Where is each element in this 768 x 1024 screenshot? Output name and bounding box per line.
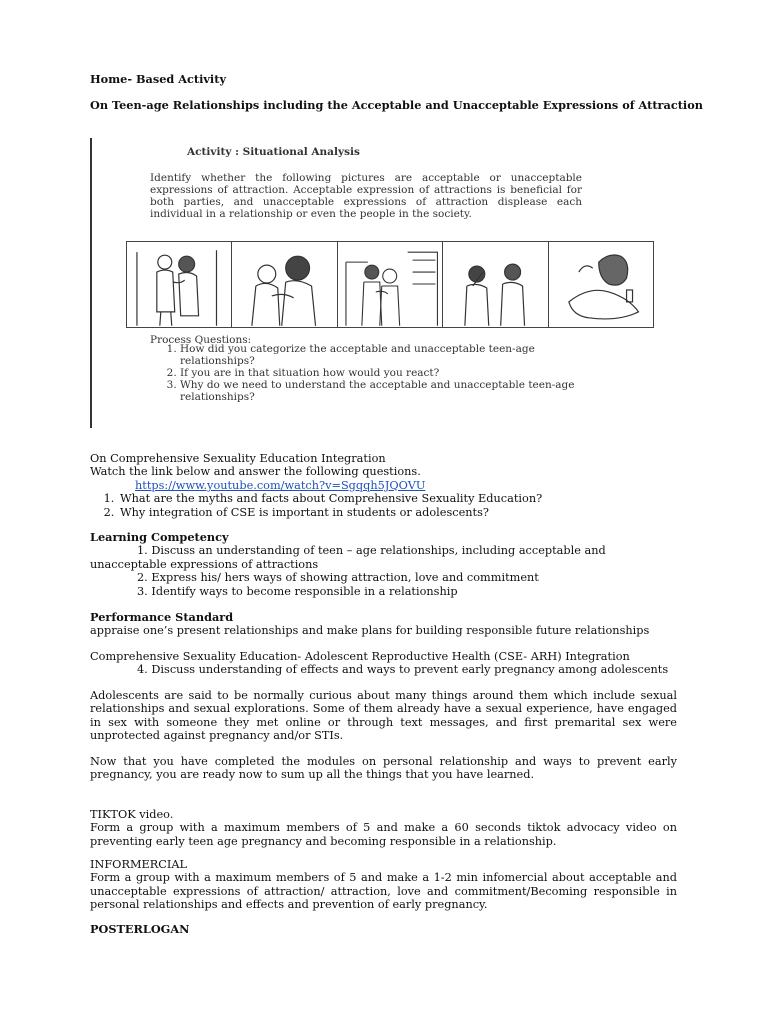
process-question: 1. How did you categorize the acceptable and unacceptable teen-age relationships? bbox=[180, 343, 590, 367]
document-subtitle: On Teen-age Relationships including the Acceptable and Unacceptable Expressions of Attraction bbox=[90, 98, 703, 112]
infomercial-text: Form a group with a maximum members of 5 and make a 1-2 min infomercial about acceptable and unacceptable expressions of attraction/ attraction, love and commitment/Becoming responsible in personal relationships and effects and prevention of early pregnancy. bbox=[90, 871, 677, 912]
tiktok-text: Form a group with a maximum members of 5 and make a 60 seconds tiktok advocacy video on preventing early teen age pregnancy and becoming responsible in a relationship. bbox=[90, 821, 677, 848]
arh-section bbox=[90, 650, 690, 677]
cse-question: 1. What are the myths and facts about Comprehensive Sexuality Education? bbox=[118, 492, 680, 505]
cse-heading: On Comprehensive Sexuality Education Integration bbox=[90, 452, 386, 465]
process-question: 2. If you are in that situation how would you react? bbox=[180, 367, 590, 379]
paragraph-adolescents: Adolescents are said to be normally curious about many things around them which include sexual relationships and sexual explorations. Some of them already have a sexual experience, have engaged in sex with someone they met online or through text messages, and first premarital sex were unprotected against pregnancy and/or STIs. bbox=[90, 689, 677, 743]
infomercial-section bbox=[90, 858, 677, 912]
cse-section bbox=[90, 452, 680, 519]
performance-heading: Performance Standard bbox=[90, 610, 234, 624]
infomercial-heading: INFORMERCIAL bbox=[90, 858, 188, 871]
activity-instructions: Identify whether the following pictures are acceptable or unacceptable expressions of attraction. Acceptable expression of attractions is beneficial for both parties, and unacceptable expressions of attraction displease each individual in a relationship or even the people in the society. bbox=[150, 172, 582, 220]
picture-strip bbox=[126, 241, 654, 328]
paragraph-summary: Now that you have completed the modules on personal relationship and ways to prevent early pregnancy, you are ready now to sum up all the things that you have learned. bbox=[90, 755, 677, 782]
process-questions-list bbox=[160, 343, 590, 403]
learning-item: 3. Identify ways to become responsible in a relationship bbox=[137, 584, 458, 598]
document-title: Home- Based Activity bbox=[90, 72, 227, 86]
tiktok-heading: TIKTOK video. bbox=[90, 808, 174, 821]
cse-question: 2. Why integration of CSE is important in students or adolescents? bbox=[118, 506, 680, 519]
arh-heading: Comprehensive Sexuality Education- Adolescent Reproductive Health (CSE- ARH) Integration bbox=[90, 650, 630, 663]
learning-item: 1. Discuss an understanding of teen – age relationships, including acceptable and bbox=[137, 544, 606, 558]
learning-item: 2. Express his/ hers ways of showing attraction, love and commitment bbox=[137, 571, 539, 585]
learning-section bbox=[90, 531, 680, 598]
performance-section bbox=[90, 611, 690, 638]
picture-girl-phone bbox=[549, 242, 653, 327]
activity-image bbox=[90, 138, 668, 428]
process-questions-title: Process Questions: bbox=[150, 334, 252, 346]
tiktok-section bbox=[90, 808, 677, 848]
picture-couple-outdoor bbox=[338, 242, 443, 327]
activity-title: Activity : Situational Analysis bbox=[187, 146, 360, 158]
picture-couple-close bbox=[232, 242, 337, 327]
cse-instruction: Watch the link below and answer the following questions. bbox=[90, 465, 421, 479]
youtube-link[interactable]: https://www.youtube.com/watch?v=Sgqqh5JQOVU bbox=[135, 478, 426, 492]
performance-text: appraise one’s present relationships and make plans for building responsible future relationships bbox=[90, 624, 650, 638]
learning-heading: Learning Competency bbox=[90, 530, 229, 544]
poster-heading: POSTERLOGAN bbox=[90, 922, 190, 936]
process-question: 3. Why do we need to understand the acceptable and unacceptable teen-age relationships? bbox=[180, 379, 590, 403]
cse-questions bbox=[90, 492, 680, 519]
picture-couple-standing bbox=[127, 242, 232, 327]
arh-item: 4. Discuss understanding of effects and ways to prevent early pregnancy among adolescents bbox=[137, 663, 669, 677]
learning-item-cont: unacceptable expressions of attractions bbox=[90, 557, 319, 571]
picture-couple-sad bbox=[443, 242, 548, 327]
